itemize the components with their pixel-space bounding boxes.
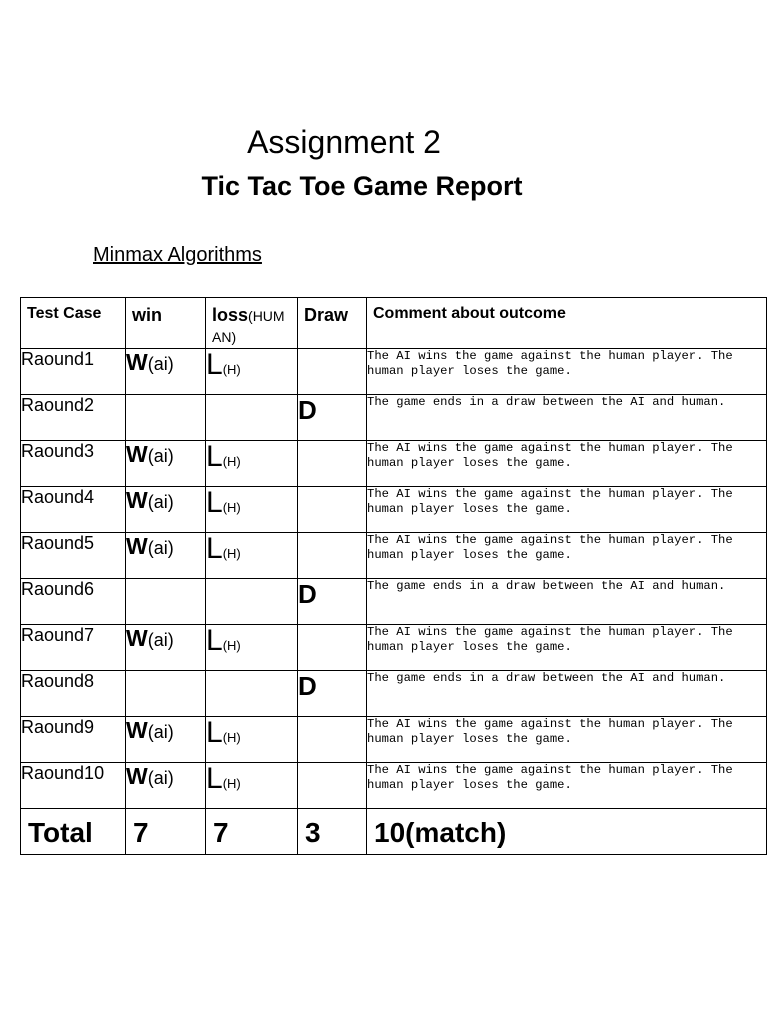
document-subtitle: Tic Tac Toe Game Report bbox=[201, 171, 523, 201]
comment-cell: The game ends in a draw between the AI and human. bbox=[367, 671, 767, 717]
win-cell: W(ai) bbox=[126, 441, 206, 487]
draw-cell: D bbox=[298, 579, 367, 625]
total-win: 7 bbox=[126, 809, 206, 855]
loss-cell: L(H) bbox=[206, 625, 298, 671]
comment-cell: The AI wins the game against the human player. The human player loses the game. bbox=[367, 625, 767, 671]
loss-sub: (H) bbox=[222, 454, 241, 469]
win-cell bbox=[126, 671, 206, 717]
loss-sub: (H) bbox=[222, 362, 241, 377]
win-sub: (ai) bbox=[147, 768, 174, 788]
comment-cell: The AI wins the game against the human player. The human player loses the game. bbox=[367, 763, 767, 809]
table-row bbox=[21, 349, 767, 395]
win-cell bbox=[126, 395, 206, 441]
draw-cell bbox=[298, 533, 367, 579]
table-row bbox=[21, 717, 767, 763]
results-table bbox=[20, 297, 767, 855]
win-cell: W(ai) bbox=[126, 717, 206, 763]
comment-cell: The AI wins the game against the human player. The human player loses the game. bbox=[367, 349, 767, 395]
header-comment: Comment about outcome bbox=[367, 298, 767, 349]
loss-sub: (H) bbox=[222, 730, 241, 745]
header-row bbox=[21, 298, 767, 349]
comment-cell: The game ends in a draw between the AI and human. bbox=[367, 395, 767, 441]
draw-cell bbox=[298, 763, 367, 809]
loss-sub: (H) bbox=[222, 776, 241, 791]
header-test-case: Test Case bbox=[21, 298, 126, 349]
header-loss: loss(HUM AN) bbox=[206, 298, 298, 349]
test-case-cell: Raound6 bbox=[21, 579, 126, 625]
comment-cell: The game ends in a draw between the AI and human. bbox=[367, 579, 767, 625]
draw-cell bbox=[298, 441, 367, 487]
test-case-cell: Raound2 bbox=[21, 395, 126, 441]
loss-cell bbox=[206, 671, 298, 717]
loss-cell: L(H) bbox=[206, 717, 298, 763]
draw-cell bbox=[298, 349, 367, 395]
win-sub: (ai) bbox=[147, 446, 174, 466]
table-row bbox=[21, 671, 767, 717]
win-sub: (ai) bbox=[147, 630, 174, 650]
test-case-cell: Raound4 bbox=[21, 487, 126, 533]
comment-cell: The AI wins the game against the human player. The human player loses the game. bbox=[367, 533, 767, 579]
total-label: Total bbox=[21, 809, 126, 855]
test-case-cell: Raound8 bbox=[21, 671, 126, 717]
test-case-cell: Raound10 bbox=[21, 763, 126, 809]
win-cell: W(ai) bbox=[126, 763, 206, 809]
test-case-cell: Raound7 bbox=[21, 625, 126, 671]
loss-cell bbox=[206, 395, 298, 441]
draw-cell: D bbox=[298, 395, 367, 441]
win-cell bbox=[126, 579, 206, 625]
test-case-cell: Raound3 bbox=[21, 441, 126, 487]
win-sub: (ai) bbox=[147, 722, 174, 742]
header-win: win bbox=[126, 298, 206, 349]
table-row bbox=[21, 395, 767, 441]
total-row bbox=[21, 809, 767, 855]
total-draw: 3 bbox=[298, 809, 367, 855]
header-loss-paren: (HUM AN) bbox=[212, 308, 285, 345]
draw-cell bbox=[298, 717, 367, 763]
loss-cell: L(H) bbox=[206, 441, 298, 487]
table-row bbox=[21, 487, 767, 533]
comment-cell: The AI wins the game against the human player. The human player loses the game. bbox=[367, 487, 767, 533]
loss-cell: L(H) bbox=[206, 533, 298, 579]
loss-sub: (H) bbox=[222, 500, 241, 515]
win-sub: (ai) bbox=[147, 492, 174, 512]
win-sub: (ai) bbox=[147, 354, 174, 374]
comment-cell: The AI wins the game against the human player. The human player loses the game. bbox=[367, 717, 767, 763]
loss-cell: L(H) bbox=[206, 487, 298, 533]
draw-cell bbox=[298, 625, 367, 671]
document-title: Assignment 2 bbox=[247, 124, 441, 160]
win-sub: (ai) bbox=[147, 538, 174, 558]
win-cell: W(ai) bbox=[126, 533, 206, 579]
comment-cell: The AI wins the game against the human player. The human player loses the game. bbox=[367, 441, 767, 487]
loss-sub: (H) bbox=[222, 546, 241, 561]
table-row bbox=[21, 533, 767, 579]
draw-cell: D bbox=[298, 671, 367, 717]
section-heading: Minmax Algorithms bbox=[93, 244, 262, 266]
total-loss: 7 bbox=[206, 809, 298, 855]
test-case-cell: Raound5 bbox=[21, 533, 126, 579]
loss-cell: L(H) bbox=[206, 349, 298, 395]
table-row bbox=[21, 763, 767, 809]
win-cell: W(ai) bbox=[126, 487, 206, 533]
loss-cell: L(H) bbox=[206, 763, 298, 809]
win-cell: W(ai) bbox=[126, 625, 206, 671]
table-row bbox=[21, 441, 767, 487]
test-case-cell: Raound9 bbox=[21, 717, 126, 763]
test-case-cell: Raound1 bbox=[21, 349, 126, 395]
header-draw: Draw bbox=[298, 298, 367, 349]
table-row bbox=[21, 579, 767, 625]
total-matches: 10(match) bbox=[367, 809, 767, 855]
loss-cell bbox=[206, 579, 298, 625]
draw-cell bbox=[298, 487, 367, 533]
win-cell: W(ai) bbox=[126, 349, 206, 395]
loss-sub: (H) bbox=[222, 638, 241, 653]
table-row bbox=[21, 625, 767, 671]
